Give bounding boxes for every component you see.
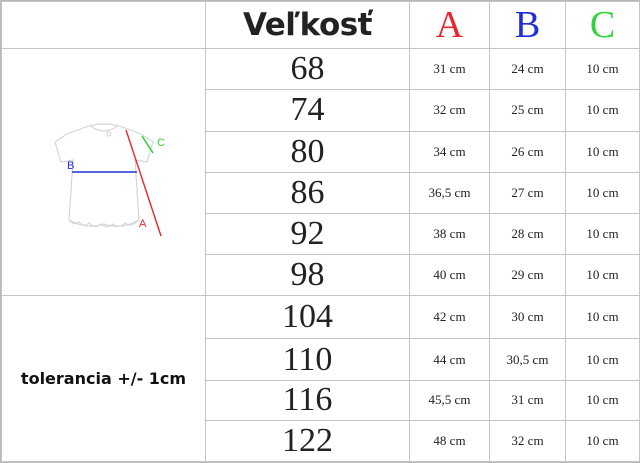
value-b-cell: 24 cm (490, 49, 566, 90)
value-a-cell: 40 cm (410, 255, 490, 296)
value-a-cell: 32 cm (410, 90, 490, 131)
value-b-cell: 31 cm (490, 380, 566, 420)
value-b-cell: 30 cm (490, 296, 566, 339)
size-cell: 122 (206, 420, 410, 461)
blank-corner-cell (2, 2, 206, 49)
value-a-cell: 34 cm (410, 131, 490, 172)
value-c-cell: 10 cm (566, 296, 640, 339)
column-c-header: C (566, 2, 640, 49)
value-c-cell: 10 cm (566, 213, 640, 254)
tolerance-note: tolerancia +/- 1cm (20, 368, 187, 388)
column-a-header: A (410, 2, 490, 49)
value-c-cell: 10 cm (566, 380, 640, 420)
value-a-cell: 31 cm (410, 49, 490, 90)
size-cell: 86 (206, 172, 410, 213)
garment-diagram (29, 102, 179, 242)
value-b-cell: 25 cm (490, 90, 566, 131)
label-b: B (66, 160, 74, 173)
value-a-cell: 38 cm (410, 213, 490, 254)
value-b-cell: 30,5 cm (490, 339, 566, 380)
value-a-cell: 36,5 cm (410, 172, 490, 213)
size-cell: 68 (206, 49, 410, 90)
value-b-cell: 29 cm (490, 255, 566, 296)
value-b-cell: 27 cm (490, 172, 566, 213)
value-a-cell: 44 cm (410, 339, 490, 380)
size-cell: 110 (206, 339, 410, 380)
size-cell: 116 (206, 380, 410, 420)
value-b-cell: 26 cm (490, 131, 566, 172)
size-cell: 104 (206, 296, 410, 339)
size-table (1, 1, 640, 462)
value-c-cell: 10 cm (566, 131, 640, 172)
shirt-outline-icon (55, 124, 153, 227)
value-c-cell: 10 cm (566, 172, 640, 213)
size-cell: 98 (206, 255, 410, 296)
label-a: A (138, 218, 146, 231)
tolerance-cell (2, 296, 206, 462)
garment-diagram-cell (2, 49, 206, 296)
value-c-cell: 10 cm (566, 339, 640, 380)
value-a-cell: 42 cm (410, 296, 490, 339)
size-cell: 92 (206, 213, 410, 254)
size-cell: 80 (206, 131, 410, 172)
header-row (2, 2, 640, 49)
label-c: C (156, 137, 165, 150)
value-c-cell: 10 cm (566, 90, 640, 131)
value-c-cell: 10 cm (566, 49, 640, 90)
value-c-cell: 10 cm (566, 420, 640, 461)
value-a-cell: 48 cm (410, 420, 490, 461)
size-column-header: Veľkosť (206, 2, 410, 49)
column-b-header: B (490, 2, 566, 49)
value-c-cell: 10 cm (566, 255, 640, 296)
value-a-cell: 45,5 cm (410, 380, 490, 420)
size-cell: 74 (206, 90, 410, 131)
table-row (2, 296, 640, 339)
table-row (2, 49, 640, 90)
value-b-cell: 28 cm (490, 213, 566, 254)
value-b-cell: 32 cm (490, 420, 566, 461)
